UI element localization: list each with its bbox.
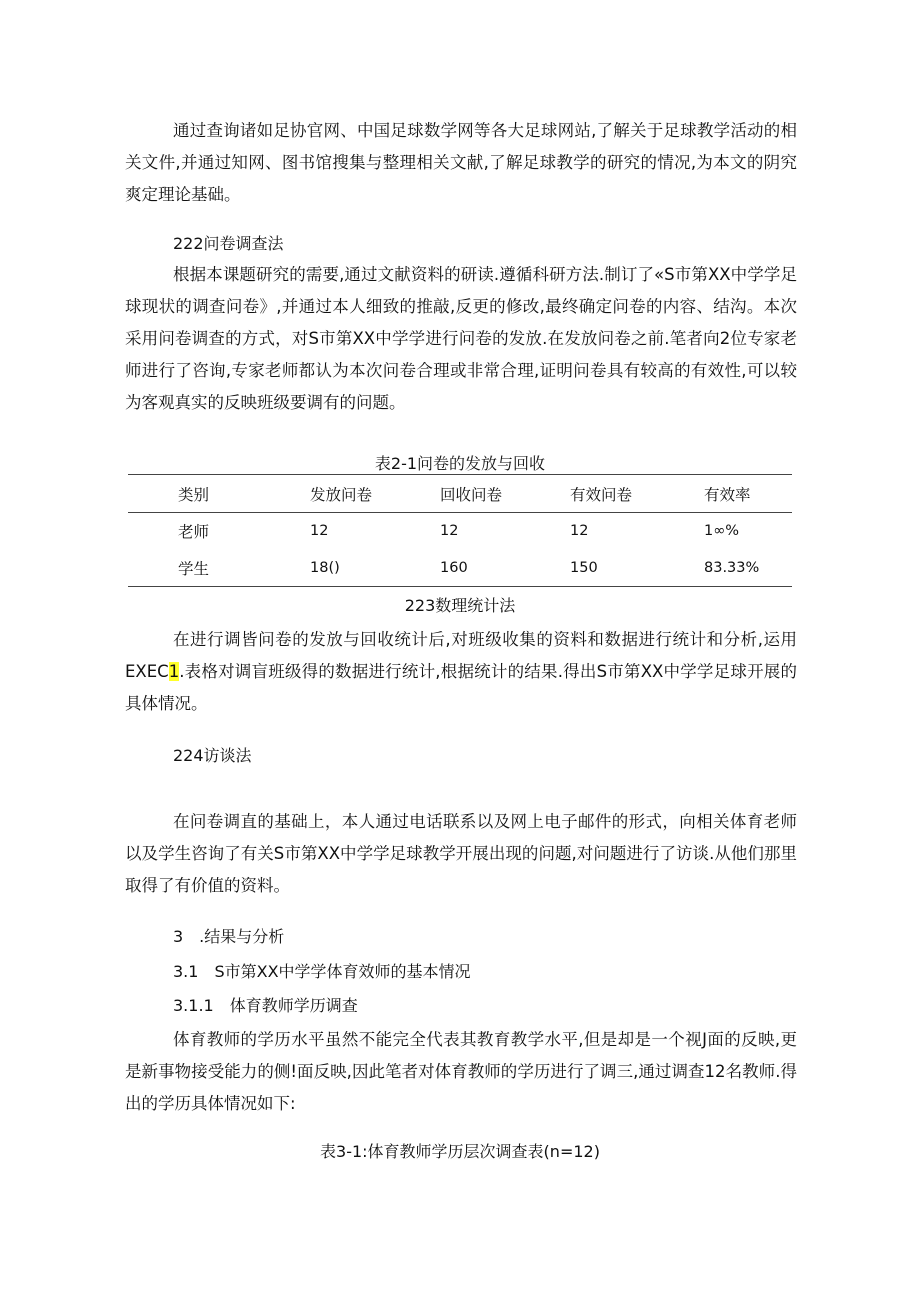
- header-category: 类别: [128, 475, 310, 513]
- cell-issued: 18(): [310, 550, 440, 587]
- heading-223-statistics: 223数理统计法: [404, 596, 516, 615]
- paragraph-statistics: [125, 624, 797, 720]
- cell-returned: 12: [440, 523, 459, 540]
- paragraph-questionnaire: 根据本课题研究的需要,通过文献资料的研读.遵循科研方法.制订了«S市第XX中学学足球现状的调查问卷》,并通过本人细致的推敲,反更的修改,最终确定问卷的内容、结沟。本次采用问卷调查的方式，对S市第XX中学学进行问卷的发放.在发放问卷之前.笔者向2位专家老师进行了咨询,专家老师都认为本次问卷合理或非常合理,证明问卷具有较高的有效性,可以较为客观真实的反映班级要调有的问题。: [125, 265, 797, 412]
- table-2-1-caption: 表2-1问卷的发放与回收: [374, 454, 546, 473]
- heading-3-1-1-education: 3.1.1 体育教师学历调查: [173, 996, 358, 1015]
- table-header-row: [128, 475, 792, 513]
- statistics-text-after: .表格对调盲班级得的数据进行统计,根据统计的结果.得出S市第XX中学学足球开展的具体情况。: [125, 662, 797, 713]
- header-valid-rate: 有效率: [704, 475, 792, 513]
- table-3-1-caption: 表3-1:体育教师学历层次调查表(n=12): [320, 1142, 600, 1161]
- table-row: [128, 513, 792, 550]
- heading-3-1-teachers: 3.1 S市第XX中学学体育效师的基本情况: [173, 962, 471, 981]
- table-row: [128, 550, 792, 587]
- paragraph-interview: 在问卷调直的基础上，本人通过电话联系以及网上电子邮件的形式，向相关体育老师以及学生咨询了有关S市第XX中学学足球教学开展出现的问题,对问题进行了访谈.从他们那里取得了有价值的资料。: [125, 812, 797, 895]
- header-valid: 有效问卷: [570, 475, 704, 513]
- cell-returned: 160: [440, 550, 570, 587]
- cell-category: 学生: [128, 550, 310, 587]
- cell-valid-rate: 1∞%: [704, 523, 740, 540]
- heading-222-questionnaire: 222问卷调查法: [173, 234, 284, 253]
- statistics-text-before: 在进行调皆问卷的发放与回收统计后,对班级收集的资料和数据进行统计和分析,运用EXEC: [125, 630, 797, 681]
- paragraph-education: 体育教师的学历水平虽然不能完全代表其教育教学水平,但是却是一个视J面的反映,更是新事物接受能力的侧!面反映,因此笔者对体育教师的学历进行了调三,通过调查12名教师.得出的学历具体情况如下:: [125, 1030, 797, 1113]
- header-issued: 发放问卷: [310, 475, 440, 513]
- paragraph-literature: 通过查询诸如足协官网、中国足球数学网等各大足球网站,了解关于足球教学活动的相关文件,并通过知网、图书馆搜集与整理相关文献,了解足球教学的研究的情况,为本文的阴究爽定理论基础。: [125, 121, 797, 204]
- header-returned: 回收问卷: [440, 475, 570, 513]
- cell-category: 老师: [178, 523, 210, 542]
- cell-issued: 12: [310, 523, 329, 540]
- cell-valid-rate: 83.33%: [704, 550, 792, 587]
- heading-3-results: 3 .结果与分析: [173, 927, 285, 946]
- heading-224-interview: 224访谈法: [173, 746, 252, 765]
- questionnaire-table: [128, 474, 792, 587]
- cell-valid: 150: [570, 550, 704, 587]
- highlighted-text: 1: [168, 662, 180, 681]
- cell-valid: 12: [570, 523, 589, 540]
